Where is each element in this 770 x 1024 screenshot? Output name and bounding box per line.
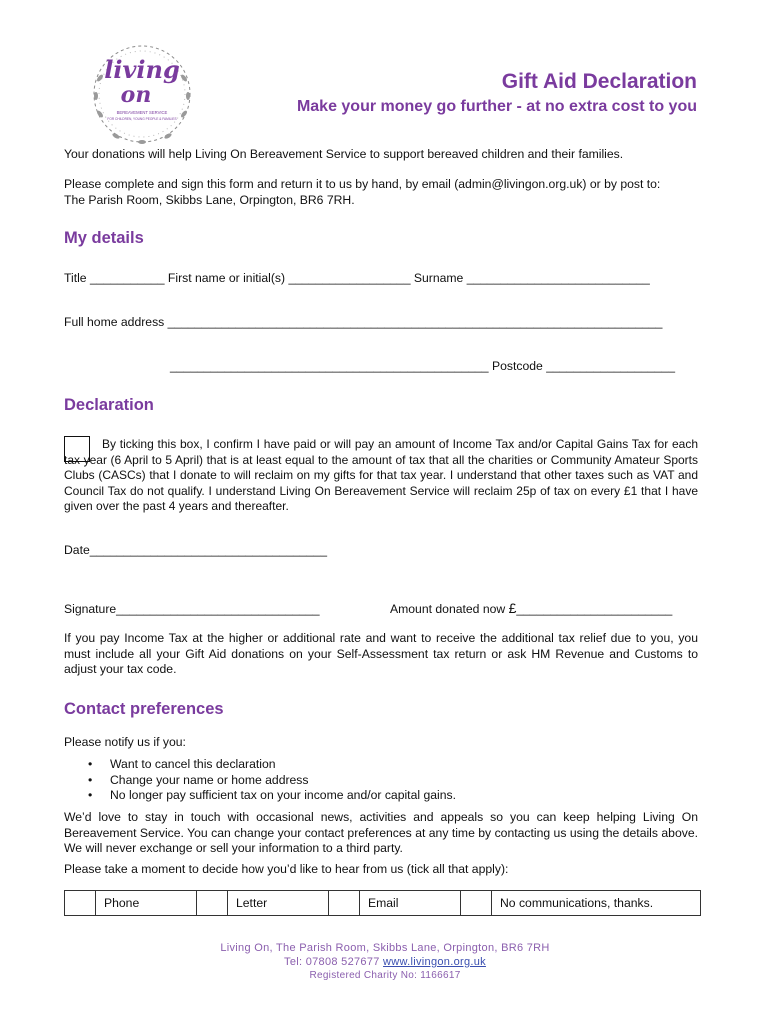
declaration-statement: By ticking this box, I confirm I have paid or will pay an amount of Income Tax and/or Capital Gains Tax for each tax year (6 April to 5 April) that is at least equal to the amount of tax that all the charities or Community Amateur Sports Clubs (CASCs) that I donate to will reclaim on my gifts for that tax year. I understand that other taxes such as VAT and Council Tax do not qualify. I understand Living On Bereavement Service will reclaim 25p of tax on every £1 that I have given over the past 4 years and thereafter. [64,437,698,513]
logo-word-on: on [120,82,152,108]
signature-row [64,602,320,616]
surname-field[interactable]: ___________________________ [466,271,650,285]
stay-in-touch-paragraph: We’d love to stay in touch with occasional news, activities and appeals so you can keep helping Living On Bereavement Service. You can change your contact preferences at any time by contacting us using the details above. We will never exchange or sell your information to a third party. [64,810,698,855]
wreath-icon [86,38,198,150]
name-row [64,271,650,285]
first-name-label: First name or initial(s) [167,271,286,285]
page-subtitle: Make your money go further - at no extra cost to you [296,98,697,115]
amount-row [390,600,672,616]
declaration-text [64,437,698,515]
address-field-line-2[interactable]: _______________________________________________ [170,359,489,373]
living-on-logo [86,38,198,150]
footer-contact-line [0,956,770,968]
no-communications-option-label: No communications, thanks. [492,891,701,916]
page-title: Gift Aid Declaration [501,70,697,93]
phone-option-label: Phone [96,891,197,916]
amount-field[interactable]: _______________________ [516,602,673,616]
address-row-2 [170,359,675,373]
list-item: • Want to cancel this declaration [64,757,456,773]
address-label: Full home address [64,315,165,329]
address-field-line-1[interactable]: _________________________________________________________________________ [167,315,663,329]
title-label: Title [64,271,87,285]
logo-tagline-2: FOR CHILDREN, YOUNG PEOPLE & FAMILIES [107,117,177,121]
declaration-heading: Declaration [64,396,154,414]
logo-word-living: living [104,55,180,84]
phone-checkbox[interactable] [65,891,96,916]
email-checkbox[interactable] [329,891,360,916]
footer-charity-number: Registered Charity No: 1166617 [309,970,461,981]
date-label: Date [64,543,90,557]
signature-label: Signature [64,602,117,616]
intro-paragraph-2-line-1: Please complete and sign this form and return it to us by hand, by email (admin@livingon.org.uk) or by post to: [64,177,661,191]
amount-label: Amount donated now [390,602,506,616]
contact-preferences-heading: Contact preferences [64,700,224,718]
pound-symbol: £ [508,600,517,616]
tick-prompt: Please take a moment to decide how you’d like to hear from us (tick all that apply): [64,862,509,876]
notify-list [64,757,456,804]
footer-tel-label: Tel: [284,956,303,968]
footer-tel: 07808 527677 [305,956,380,968]
higher-rate-paragraph: If you pay Income Tax at the higher or additional rate and want to receive the additional tax relief due to you, you must include all your Gift Aid donations on your Self-Assessment tax return or ask HM Revenue and Customs to adjust your tax code. [64,631,698,676]
no-communications-checkbox[interactable] [461,891,492,916]
surname-label: Surname [413,271,464,285]
footer-address: Living On, The Parish Room, Skibbs Lane, Orpington, BR6 7RH [220,942,550,954]
list-item: • Change your name or home address [64,773,456,789]
postcode-field[interactable]: ___________________ [546,359,675,373]
date-row [64,543,327,557]
my-details-heading: My details [64,229,144,247]
title-field[interactable]: ___________ [89,271,165,285]
letter-option-label: Letter [228,891,329,916]
notify-intro: Please notify us if you: [64,735,186,749]
date-field[interactable]: ___________________________________ [89,543,327,557]
logo-tagline-1: BEREAVEMENT SERVICE [116,110,168,115]
footer-website-link[interactable]: www.livingon.org.uk [383,956,486,968]
email-option-label: Email [360,891,461,916]
letter-checkbox[interactable] [197,891,228,916]
postcode-label: Postcode [491,359,543,373]
intro-paragraph-1: Your donations will help Living On Bereavement Service to support bereaved children and their families. [64,147,624,161]
list-item: • No longer pay sufficient tax on your income and/or capital gains. [64,788,456,804]
intro-paragraph-2 [64,177,660,208]
first-name-field[interactable]: __________________ [288,271,411,285]
address-row [64,315,662,329]
intro-paragraph-2-line-2: The Parish Room, Skibbs Lane, Orpington, BR6 7RH. [64,192,355,207]
contact-options-table [64,890,701,916]
signature-field[interactable]: ______________________________ [116,602,320,616]
